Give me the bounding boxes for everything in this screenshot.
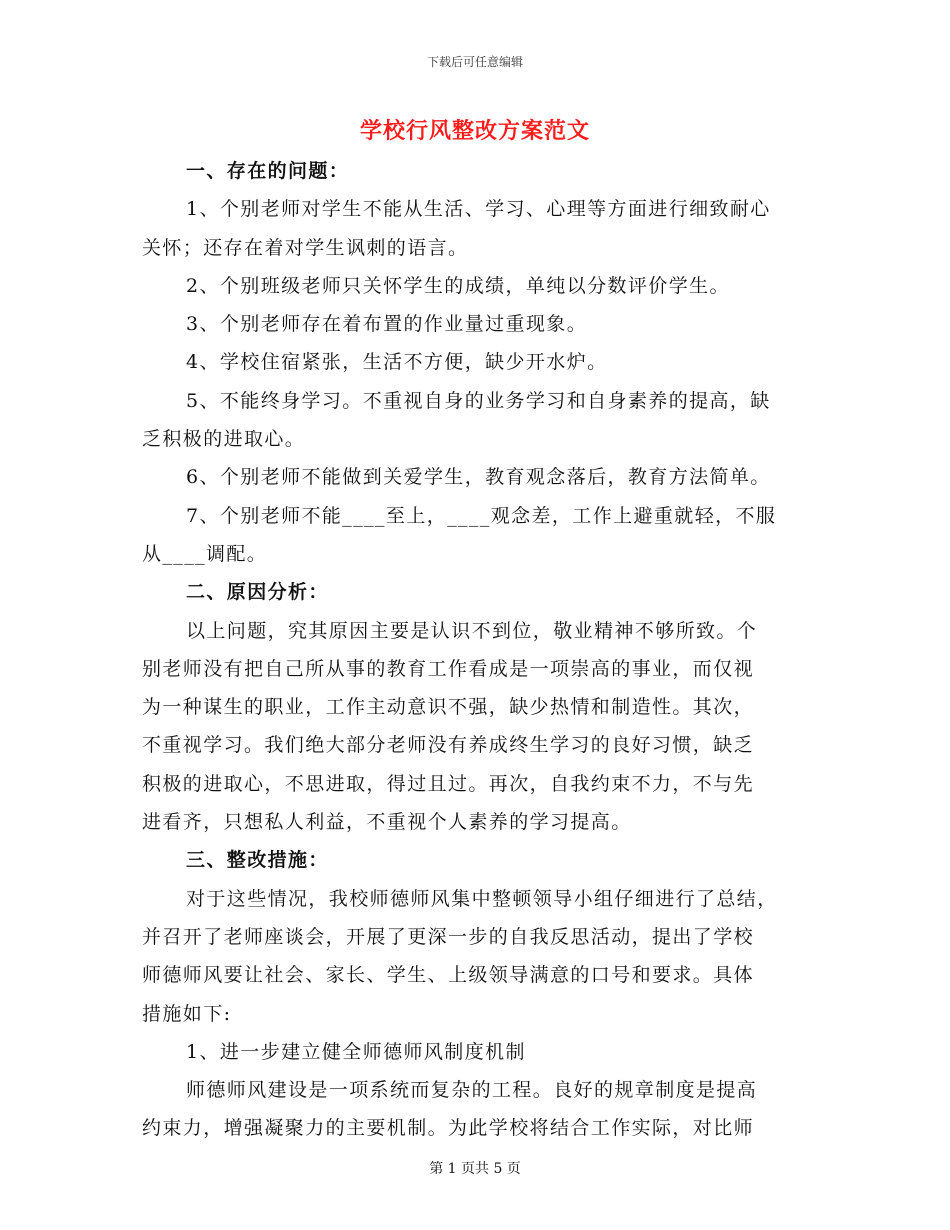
header-note: 下载后可任意编辑: [426, 55, 523, 69]
text-line: 2、个别班级老师只关怀学生的成绩，单纯以分数评价学生。: [186, 274, 730, 297]
document-title: 学校行风整改方案范文: [359, 118, 590, 144]
section-heading: 二、原因分析：: [186, 581, 329, 604]
text-line: 积极的进取心，不思进取，得过且过。再次，自我约束不力，不与先: [142, 772, 755, 795]
text-line: 不重视学习。我们绝大部分老师没有养成终生学习的良好习惯，缺乏: [142, 734, 755, 757]
page-footer: 第 1 页共 5 页: [429, 1161, 521, 1177]
text-line: 3、个别老师存在着布置的作业量过重现象。: [186, 313, 588, 336]
text-line: 从____调配。: [142, 542, 268, 565]
text-line: 6、个别老师不能做到关爱学生，教育观念落后，教育方法简单。: [186, 466, 771, 489]
text-line: 7、个别老师不能____至上，____观念差，工作上避重就轻，不服: [186, 504, 777, 527]
text-line: 1、个别老师对学生不能从生活、学习、心理等方面进行细致耐心: [186, 198, 771, 221]
text-line: 5、不能终身学习。不重视自身的业务学习和自身素养的提高，缺: [186, 389, 771, 412]
text-line: 约束力，增强凝聚力的主要机制。为此学校将结合工作实际，对比师: [142, 1117, 755, 1140]
text-line: 进看齐，只想私人利益，不重视个人素养的学习提高。: [142, 811, 632, 834]
text-line: 乏积极的进取心。: [142, 428, 306, 451]
document-body: [142, 156, 814, 1152]
text-line: 为一种谋生的职业，工作主动意识不强，缺少热情和制造性。其次，: [142, 696, 755, 719]
section-heading: 一、存在的问题：: [186, 160, 350, 182]
text-line: 关怀；还存在着对学生讽刺的语言。: [142, 236, 469, 259]
text-line: 并召开了老师座谈会，开展了更深一步的自我反思活动，提出了学校: [142, 925, 755, 948]
text-line: 1、进一步建立健全师德师风制度机制: [186, 1040, 526, 1063]
section-heading: 三、整改措施：: [186, 849, 329, 872]
text-line: 师德师风要让社会、家长、学生、上级领导满意的口号和要求。具体: [142, 964, 755, 987]
text-line: 以上问题，究其原因主要是认识不到位，敬业精神不够所致。个: [186, 619, 758, 642]
text-line: 别老师没有把自己所从事的教育工作看成是一项崇高的事业，而仅视: [142, 657, 755, 680]
text-line: 措施如下:: [142, 1002, 232, 1025]
text-line: 4、学校住宿紧张，生活不方便，缺少开水炉。: [186, 351, 608, 374]
text-line: 师德师风建设是一项系统而复杂的工程。良好的规章制度是提高: [186, 1079, 758, 1102]
text-line: 对于这些情况，我校师德师风集中整顿领导小组仔细进行了总结，: [186, 887, 778, 910]
